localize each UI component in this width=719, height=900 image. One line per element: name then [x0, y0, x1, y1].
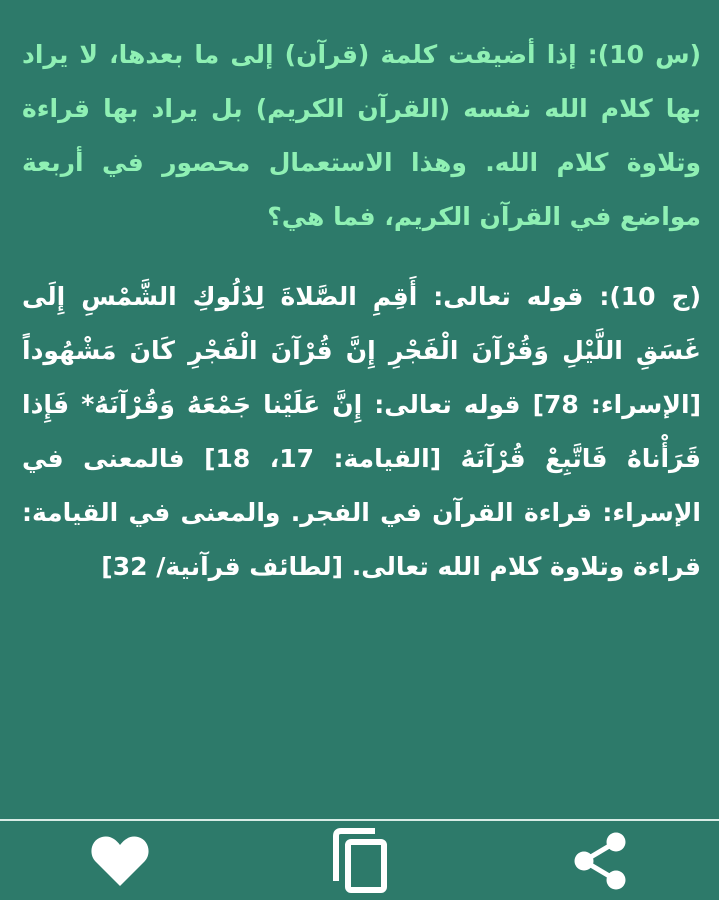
question-text: (س 10): إذا أضيفت كلمة (قرآن) إلى ما بعدها، لا يراد بها كلام الله نفسه (القرآن الكريم) بل يراد بها قراءة وتلاوة كلام الله. وهذا الاستعمال محصور في أربعة مواضع في القرآن الكريم، فما هي؟: [22, 40, 701, 231]
copy-icon: [330, 828, 390, 894]
bottom-toolbar: [0, 821, 719, 900]
content-area: [22, 28, 701, 594]
copy-button[interactable]: [320, 821, 400, 900]
favorite-button[interactable]: [80, 821, 160, 900]
share-button[interactable]: [560, 821, 640, 900]
heart-icon: [90, 834, 150, 888]
answer-text: (ج 10): قوله تعالى: أَقِمِ الصَّلاةَ لِدُلُوكِ الشَّمْسِ إِلَى غَسَقِ اللَّيْلِ وَقُرْآنَ الْفَجْرِ إِنَّ قُرْآنَ الْفَجْرِ كَانَ مَشْهُوداً [الإسراء: 78] قوله تعالى: إِنَّ عَلَيْنا جَمْعَهُ وَقُرْآنَهُ* فَإِذا قَرَأْناهُ فَاتَّبِعْ قُرْآنَهُ [القيامة: 17، 18] فالمعنى في الإسراء: قراءة القرآن في الفجر. والمعنى في القيامة: قراءة وتلاوة كلام الله تعالى. [لطائف قرآنية/ 32]: [22, 282, 701, 581]
share-icon: [571, 831, 629, 891]
